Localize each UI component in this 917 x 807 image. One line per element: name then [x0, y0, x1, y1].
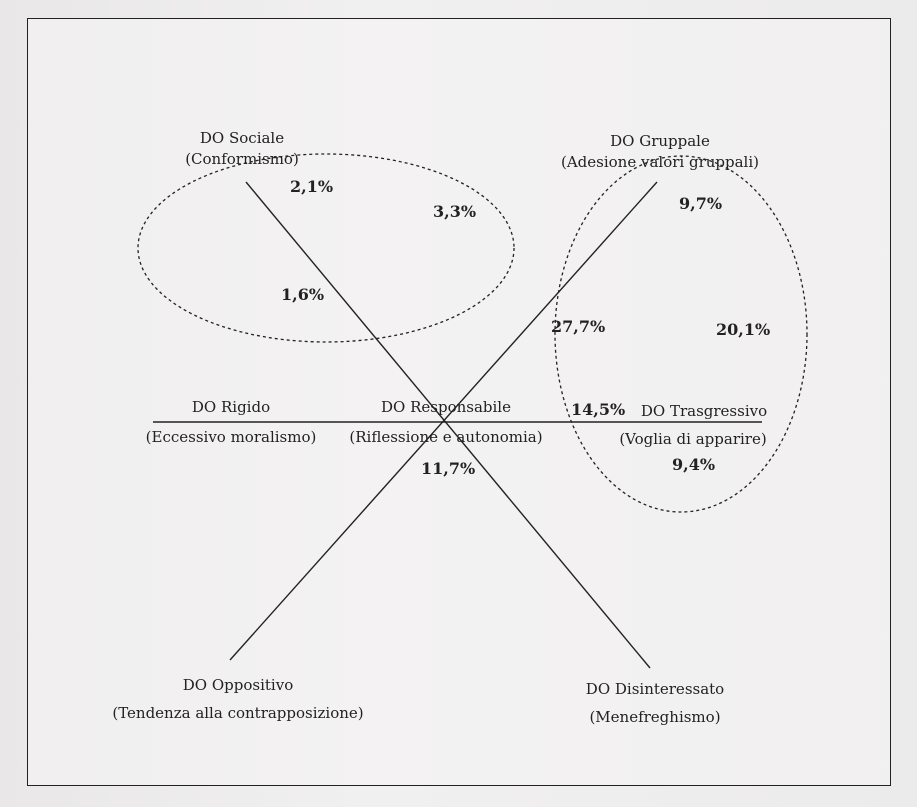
- pct-center-upper: 27,7%: [551, 317, 606, 336]
- node-disinteressato-desc: (Menefreghismo): [589, 708, 721, 726]
- node-sociale-name: DO Sociale: [199, 129, 285, 147]
- node-responsabile-name: DO Responsabile: [381, 398, 511, 416]
- node-gruppale-name: DO Gruppale: [610, 132, 710, 150]
- node-oppositivo-desc: (Tendenza alla contrapposizione): [112, 704, 364, 722]
- node-sociale-desc: (Conformismo): [185, 150, 299, 168]
- pct-gruppale: 9,7%: [679, 194, 723, 213]
- pct-sociale-lower: 1,6%: [281, 285, 325, 304]
- node-gruppale-desc: (Adesione valori gruppali): [560, 153, 760, 171]
- node-oppositivo-name: DO Oppositivo: [182, 676, 294, 694]
- node-responsabile-desc: (Riflessione e autonomia): [349, 428, 543, 446]
- pct-sociale-right: 3,3%: [433, 202, 477, 221]
- node-rigido-name: DO Rigido: [191, 398, 271, 416]
- pct-sociale-label: 2,1%: [290, 177, 334, 196]
- node-trasgressivo-desc: (Voglia di apparire): [619, 430, 767, 448]
- axis-gruppale-oppositivo: [230, 182, 657, 660]
- node-rigido-desc: (Eccessivo moralismo): [145, 428, 317, 446]
- pct-center-lower: 11,7%: [421, 459, 476, 478]
- pct-trasgressivo-lower: 9,4%: [672, 455, 716, 474]
- node-disinteressato-name: DO Disinteressato: [585, 680, 725, 698]
- node-trasgressivo-name: DO Trasgressivo: [640, 402, 768, 420]
- pct-right: 20,1%: [716, 320, 771, 339]
- pct-center-right: 14,5%: [571, 400, 626, 419]
- axis-sociale-disinteressato: [246, 182, 650, 668]
